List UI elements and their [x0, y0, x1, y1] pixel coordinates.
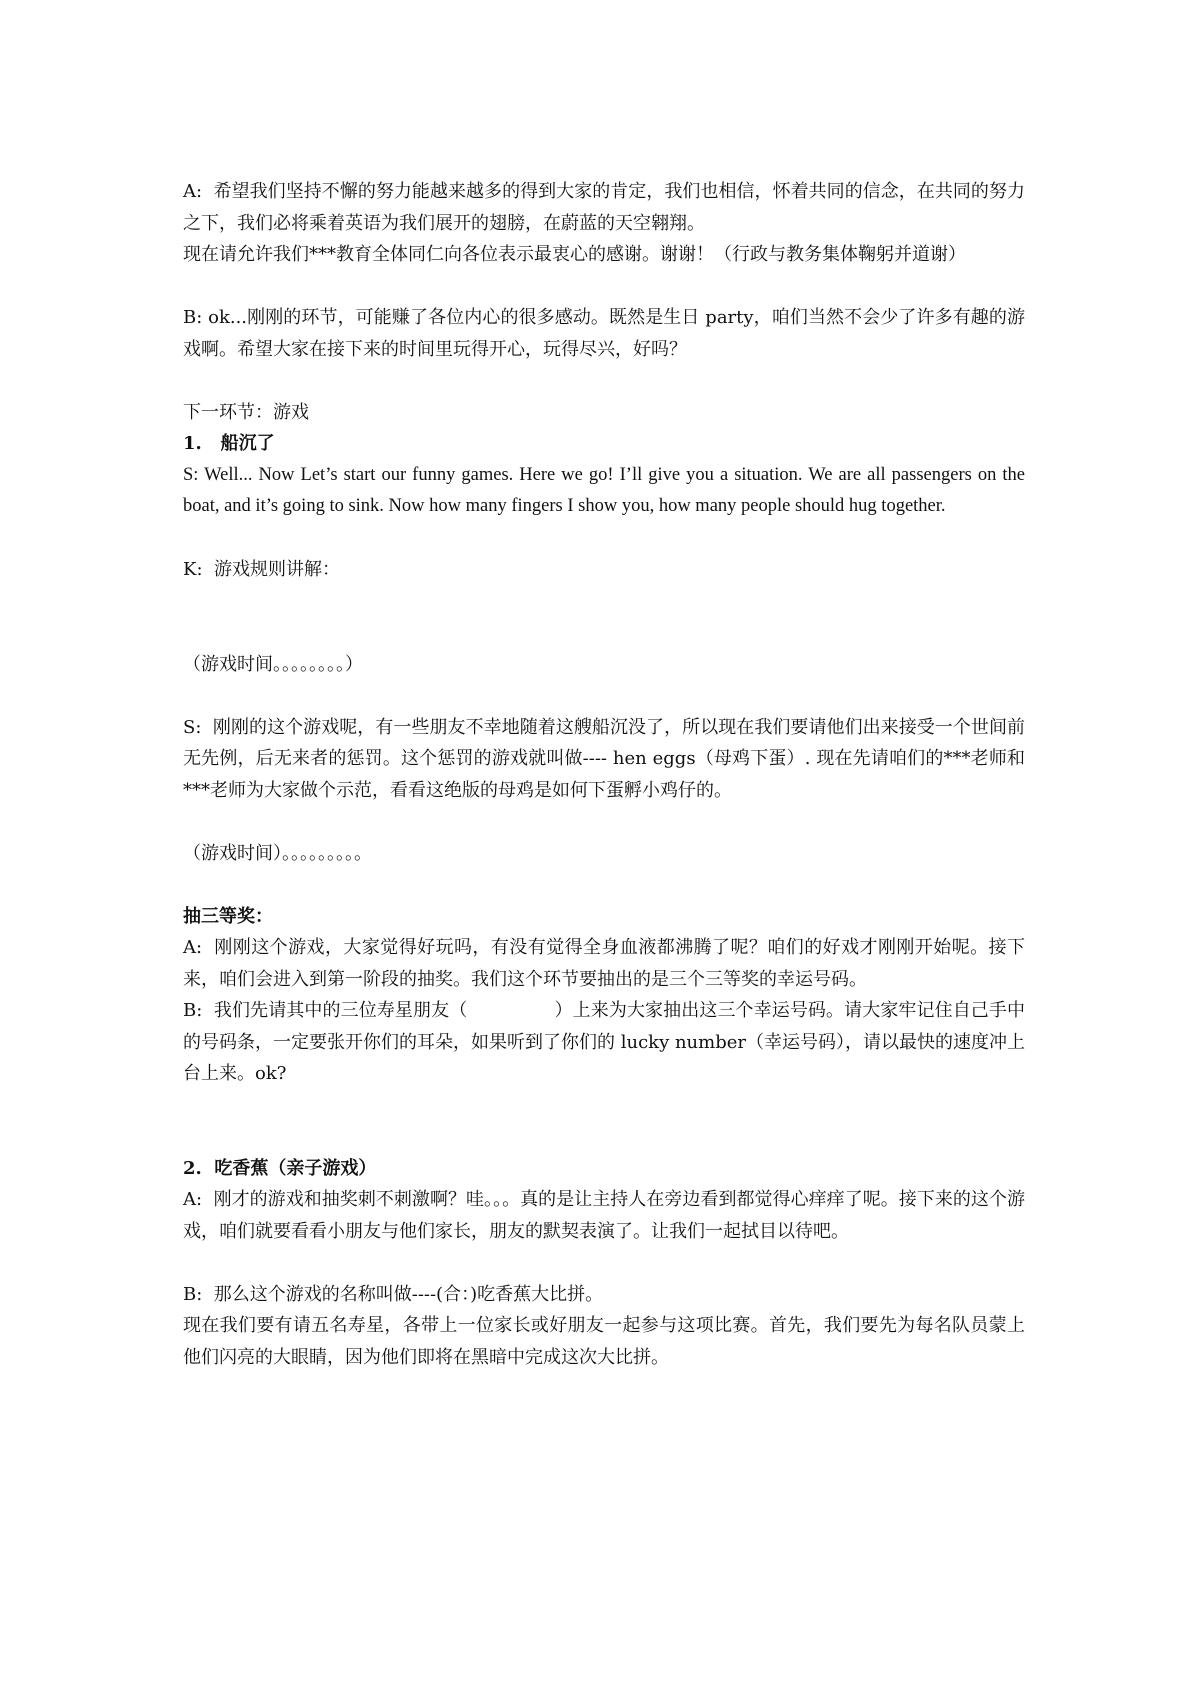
paragraph-k-rules: K: 游戏规则讲解： [183, 559, 340, 580]
paragraph-next-section: 下一环节：游戏 [183, 401, 309, 423]
spacer [183, 271, 1025, 303]
paragraph-invite-players: 现在我们要有请五名寿星，各带上一位家长或好朋友一起参与这项比赛。首先，我们要先为每名队员蒙上他们闪亮的大眼睛，因为他们即将在黑暗中完成这次大比拼。 [183, 1315, 1025, 1368]
heading-boat-sinking: 1. 船沉了 [183, 433, 275, 454]
paragraph-b-lucky-number: B: 我们先请其中的三位寿星朋友（ ）上来为大家抽出这三个幸运号码。请大家牢记住自己手中的号码条，一定要张开你们的耳朵，如果听到了你们的 lucky number（幸运号码），请以最快的速度冲上台上来。ok? [183, 1000, 1025, 1084]
paragraph-thanks: 现在请允许我们***教育全体同仁向各位表示最衷心的感谢。谢谢！（行政与教务集体鞠躬并道谢） [183, 244, 966, 265]
document-page [183, 176, 1030, 1373]
paragraph-a-banana-intro: A: 刚才的游戏和抽奖刺不刺激啊？哇。。。真的是让主持人在旁边看到都觉得心痒痒了呢。接下来的这个游戏，咱们就要看看小朋友与他们家长，朋友的默契表演了。让我们一起拭目以待吧。 [183, 1189, 1025, 1242]
spacer [183, 680, 1025, 712]
spacer [183, 586, 1025, 649]
paragraph-s-games: S: Well... Now Let’s start our funny games. Here we go! I’ll give you a situation. We are all passengers on the boat, and it’s going to sink. Now how many fingers I show you, how many people should hug together. [183, 464, 1030, 516]
heading-eat-banana: 2. 吃香蕉（亲子游戏） [183, 1157, 377, 1179]
paragraph-b-party: B: ok...刚刚的环节，可能赚了各位内心的很多感动。既然是生日 party，咱们当然不会少了许多有趣的游戏啊。希望大家在接下来的时间里玩得开心，玩得尽兴，好吗？ [183, 307, 1025, 360]
spacer [183, 806, 1025, 838]
paragraph-game-time-1: （游戏时间。。。。。。。。） [183, 653, 363, 675]
paragraph-a-lottery: A: 刚刚这个游戏，大家觉得好玩吗，有没有觉得全身血液都沸腾了呢？咱们的好戏才刚刚开始呢。接下来，咱们会进入到第一阶段的抽奖。我们这个环节要抽出的是三个三等奖的幸运号码。 [183, 937, 1025, 990]
paragraph-b-game-name: B: 那么这个游戏的名称叫做----(合：)吃香蕉大比拼。 [183, 1283, 604, 1305]
heading-third-prize: 抽三等奖： [183, 905, 273, 927]
spacer [183, 869, 1025, 901]
paragraph-s-punishment: S: 刚刚的这个游戏呢，有一些朋友不幸地随着这艘船沉没了，所以现在我们要请他们出来接受一个世间前无先例，后无来者的惩罚。这个惩罚的游戏就叫做---- hen eggs（母鸡下蛋）. 现在先请咱们的***老师和***老师为大家做个示范，看看这绝版的母鸡是如何下蛋孵小鸡仔的。 [183, 716, 1025, 801]
spacer [183, 1247, 1025, 1279]
spacer [183, 1090, 1025, 1153]
spacer [183, 365, 1025, 397]
spacer [183, 523, 1025, 555]
paragraph-a-hope: A: 希望我们坚持不懈的努力能越来越多的得到大家的肯定，我们也相信，怀着共同的信念，在共同的努力之下，我们必将乘着英语为我们展开的翅膀，在蔚蓝的天空翱翔。 [183, 181, 1025, 234]
paragraph-game-time-2: （游戏时间）。。。。。。。。。 [183, 842, 372, 864]
